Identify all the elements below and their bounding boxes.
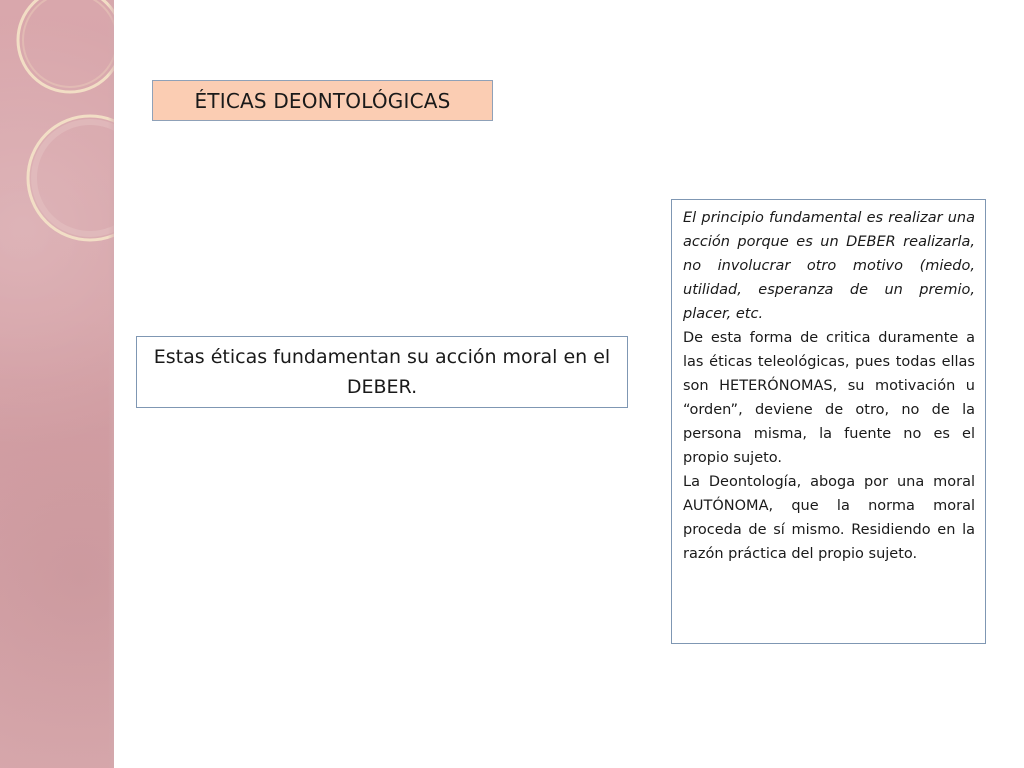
paragraph-heteronomous: De esta forma de critica duramente a las éticas teleológicas, pues todas ellas son HETERÓNOMAS, su motivación u “orden”, deviene de otro, no de la persona misma, la fuente no es el propio sujeto. xyxy=(683,330,975,466)
paragraph-autonomous: La Deontología, aboga por una moral AUTÓNOMA, que la norma moral proceda de sí mismo. Residiendo en la razón práctica del propio sujeto. xyxy=(683,474,975,562)
decorative-sidebar xyxy=(0,0,114,768)
main-statement: Estas éticas fundamentan su acción moral en el DEBER. xyxy=(136,336,628,408)
paragraph-principle: El principio fundamental es realizar una acción porque es un DEBER realizarla, no involucrar otro motivo (miedo, utilidad, esperanza de un premio, placer, etc. xyxy=(683,210,975,322)
decorative-rings xyxy=(0,0,114,768)
slide-title: ÉTICAS DEONTOLÓGICAS xyxy=(152,80,493,121)
explanation-box xyxy=(671,199,986,644)
